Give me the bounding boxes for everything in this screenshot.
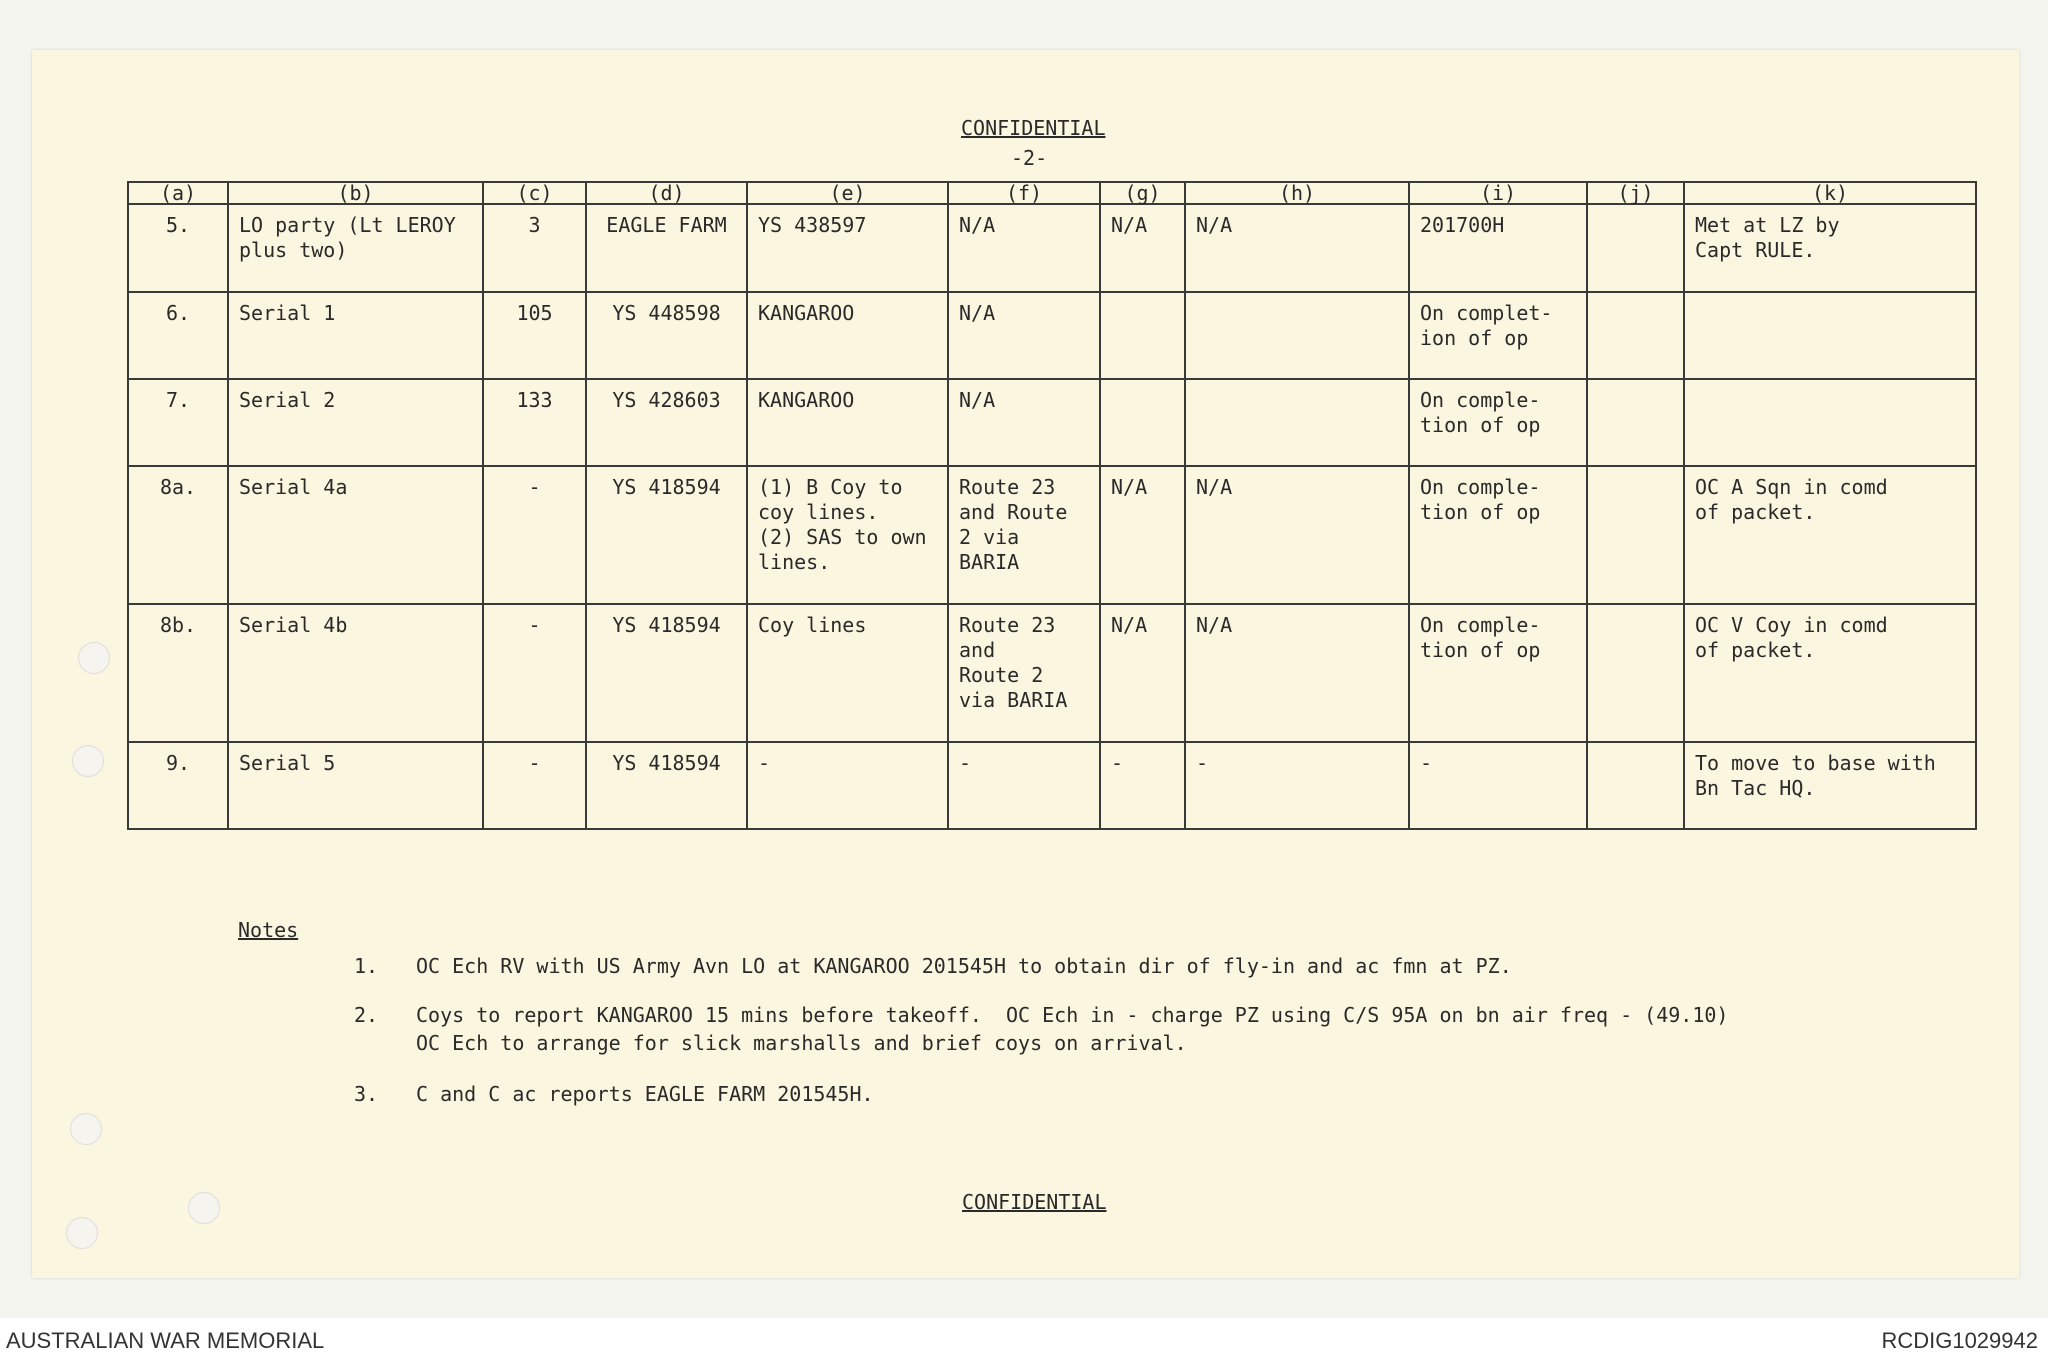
punch-hole (70, 1113, 102, 1145)
column-header: (h) (1185, 182, 1409, 204)
table-cell: 8a. (128, 466, 228, 604)
column-header: (j) (1587, 182, 1684, 204)
table-cell: KANGAROO (747, 292, 948, 379)
table-cell: YS 418594 (586, 604, 747, 742)
table-cell: N/A (1185, 604, 1409, 742)
table-row (128, 742, 1976, 829)
table-cell: N/A (948, 379, 1100, 466)
table-cell: - (747, 742, 948, 829)
movement-table (127, 181, 1977, 830)
page-number: -2- (1011, 146, 1048, 170)
table-cell (1100, 379, 1185, 466)
table-cell (1185, 292, 1409, 379)
table-cell: N/A (1100, 204, 1185, 292)
table-cell (1587, 604, 1684, 742)
table-cell (1587, 466, 1684, 604)
table-cell: 201700H (1409, 204, 1587, 292)
table-cell: Serial 5 (228, 742, 483, 829)
table-cell: On comple- tion of op (1409, 466, 1587, 604)
table-cell: EAGLE FARM (586, 204, 747, 292)
punch-hole (188, 1192, 220, 1224)
punch-hole (72, 745, 104, 777)
table-cell: - (1100, 742, 1185, 829)
table-cell: OC A Sqn in comd of packet. (1684, 466, 1976, 604)
note-number: 3. (354, 1082, 379, 1106)
table-row (128, 204, 1976, 292)
table-row (128, 379, 1976, 466)
column-header: (d) (586, 182, 747, 204)
table-cell: N/A (1100, 466, 1185, 604)
table-cell: N/A (1185, 204, 1409, 292)
note-text: Coys to report KANGAROO 15 mins before takeoff. OC Ech in - charge PZ using C/S 95A on bn air freq - (49.10) OC Ech to arrange for slick marshalls and brief coys on arrival. (416, 1003, 1729, 1055)
note-text: C and C ac reports EAGLE FARM 201545H. (416, 1082, 874, 1106)
table-cell: YS 418594 (586, 466, 747, 604)
table-cell (1185, 379, 1409, 466)
table-cell: On comple- tion of op (1409, 379, 1587, 466)
table-cell: - (483, 466, 586, 604)
table-cell: 5. (128, 204, 228, 292)
table-cell: Serial 1 (228, 292, 483, 379)
column-header: (k) (1684, 182, 1976, 204)
table-cell: To move to base with Bn Tac HQ. (1684, 742, 1976, 829)
table-cell: OC V Coy in comd of packet. (1684, 604, 1976, 742)
column-header: (a) (128, 182, 228, 204)
table-cell: 6. (128, 292, 228, 379)
table-row (128, 292, 1976, 379)
table-cell: 105 (483, 292, 586, 379)
archive-source: AUSTRALIAN WAR MEMORIAL (6, 1328, 325, 1353)
table-row (128, 466, 1976, 604)
table-cell (1684, 292, 1976, 379)
table-cell: Serial 2 (228, 379, 483, 466)
table-cell: N/A (1100, 604, 1185, 742)
table-cell: - (1185, 742, 1409, 829)
column-header: (i) (1409, 182, 1587, 204)
table-cell: N/A (948, 292, 1100, 379)
table-cell: Serial 4b (228, 604, 483, 742)
table-cell: N/A (948, 204, 1100, 292)
table-cell (1100, 292, 1185, 379)
note-text: OC Ech RV with US Army Avn LO at KANGAROO 201545H to obtain dir of fly-in and ac fmn at PZ. (416, 954, 1512, 978)
table-cell: (1) B Coy to coy lines. (2) SAS to own lines. (747, 466, 948, 604)
table-cell: 7. (128, 379, 228, 466)
table-cell: LO party (Lt LEROY plus two) (228, 204, 483, 292)
note-number: 2. (354, 1003, 379, 1027)
table-cell: 3 (483, 204, 586, 292)
table-cell: - (1409, 742, 1587, 829)
table-cell: YS 438597 (747, 204, 948, 292)
table-cell: KANGAROO (747, 379, 948, 466)
table-cell: Route 23 and Route 2 via BARIA (948, 604, 1100, 742)
table-cell: 9. (128, 742, 228, 829)
column-header: (b) (228, 182, 483, 204)
notes-title: Notes (238, 918, 299, 942)
footer-classification: CONFIDENTIAL (962, 1190, 1107, 1214)
column-header: (e) (747, 182, 948, 204)
table-cell (1684, 379, 1976, 466)
archive-id: RCDIG1029942 (1881, 1328, 2038, 1353)
table-cell: N/A (1185, 466, 1409, 604)
table-cell: YS 418594 (586, 742, 747, 829)
table-cell: Serial 4a (228, 466, 483, 604)
table-cell (1587, 292, 1684, 379)
table-header-row (128, 182, 1976, 204)
punch-hole (66, 1217, 98, 1249)
table-cell: - (483, 742, 586, 829)
table-cell: On comple- tion of op (1409, 604, 1587, 742)
table-cell: YS 428603 (586, 379, 747, 466)
table-cell: Coy lines (747, 604, 948, 742)
table-cell: - (483, 604, 586, 742)
note-number: 1. (354, 954, 379, 978)
column-header: (g) (1100, 182, 1185, 204)
table-cell: YS 448598 (586, 292, 747, 379)
table-cell: 133 (483, 379, 586, 466)
table-cell: On complet- ion of op (1409, 292, 1587, 379)
table-cell (1587, 742, 1684, 829)
header-classification: CONFIDENTIAL (961, 116, 1106, 140)
table-row (128, 604, 1976, 742)
column-header: (f) (948, 182, 1100, 204)
table-cell: Met at LZ by Capt RULE. (1684, 204, 1976, 292)
table-cell: 8b. (128, 604, 228, 742)
table-cell: - (948, 742, 1100, 829)
column-header: (c) (483, 182, 586, 204)
table-cell (1587, 204, 1684, 292)
table-cell: Route 23 and Route 2 via BARIA (948, 466, 1100, 604)
punch-hole (78, 642, 110, 674)
table-cell (1587, 379, 1684, 466)
